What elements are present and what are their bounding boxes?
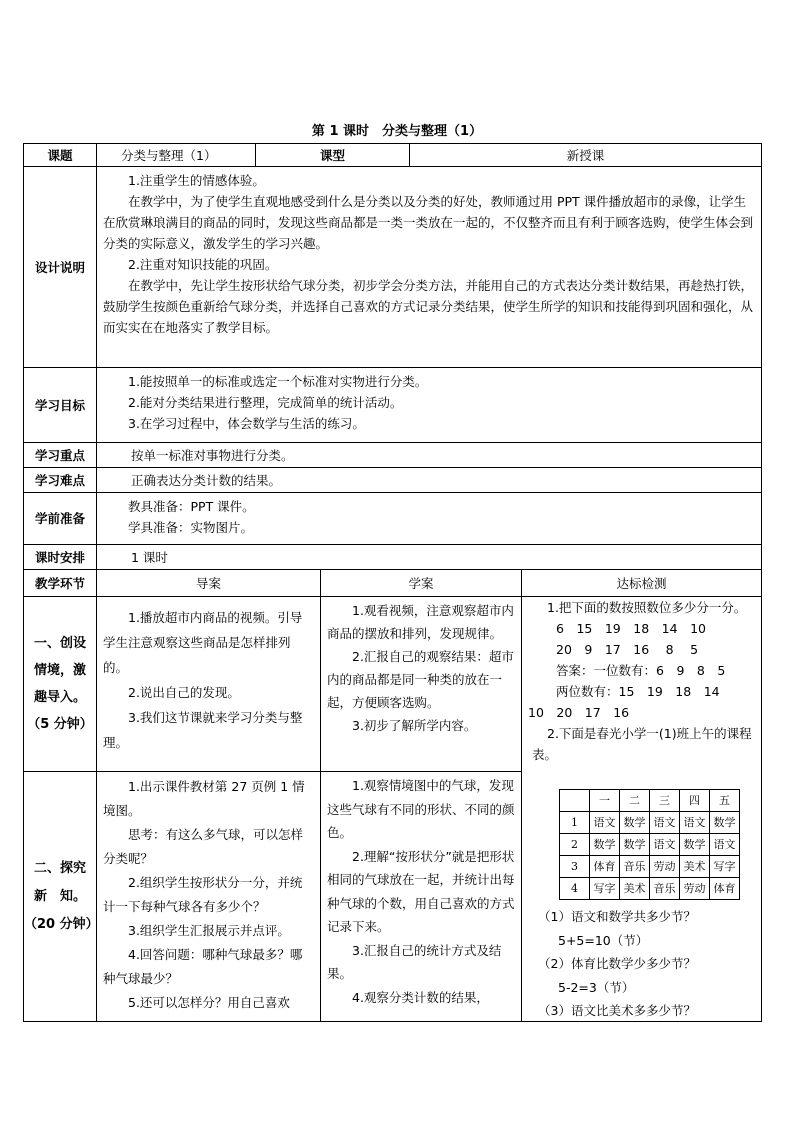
- section1-study: [320, 596, 522, 772]
- goals-label: 学习目标: [23, 367, 97, 443]
- check-sub1: （1）语文和数学共多少节？: [538, 909, 696, 924]
- goals-content: [96, 367, 762, 443]
- timetable-cell: 语文: [710, 834, 740, 856]
- design-p3: 2.注重对知识技能的巩固。: [128, 257, 278, 272]
- timetable-cell: 三: [650, 790, 680, 812]
- difficulty-label: 学习难点: [23, 467, 97, 493]
- timetable-cell: 劳动: [650, 856, 680, 878]
- timetable-cell: 3: [560, 856, 590, 878]
- section2-guide-item: 3.组织学生汇报展示并点评。: [128, 923, 290, 938]
- goal-item: 3.在学习过程中，体会数学与生活的练习。: [128, 416, 365, 431]
- timetable-cell: 4: [560, 878, 590, 900]
- topic-value: 分类与整理（1）: [96, 143, 256, 167]
- prep-label: 学前准备: [23, 492, 97, 545]
- check-sub2: （2）体育比数学少多少节？: [538, 956, 696, 971]
- timetable-cell: 美术: [680, 856, 710, 878]
- timetable-cell: 美术: [620, 878, 650, 900]
- topic-label: 课题: [23, 143, 97, 167]
- section2-label-line: 新 知。: [33, 888, 86, 904]
- page-title: 第 1 课时 分类与整理（1）: [311, 124, 483, 139]
- col-stage-header: 教学环节: [23, 569, 97, 597]
- timetable-cell: 语文: [680, 812, 710, 834]
- timetable-cell: 四: [680, 790, 710, 812]
- timetable-cell: 数学: [620, 834, 650, 856]
- timetable-row: [560, 834, 740, 856]
- col-guide-header: 导案: [96, 569, 321, 597]
- focus-value: 按单一标准对事物进行分类。: [96, 442, 762, 468]
- section1-label: [23, 596, 97, 772]
- design-p1: 1.注重学生的情感体验。: [128, 173, 265, 188]
- goal-item: 2.能对分类结果进行整理，完成简单的统计活动。: [128, 395, 403, 410]
- section1-label-line: 趣导入。: [33, 690, 86, 705]
- timetable-cell: 数学: [620, 812, 650, 834]
- check-answer-line1: 答案：一位数有：6 9 8 5: [556, 663, 726, 678]
- section1-label-line: 情境，激: [33, 663, 86, 678]
- timetable-row: [560, 878, 740, 900]
- timetable-cell: 1: [560, 812, 590, 834]
- section2-study-item: 2.理解“按形状分”就是把形状相同的气球放在一起，并统计出每种气球的个数，用自己喜欢的方式记录下来。: [327, 848, 515, 934]
- timetable-cell: 体育: [710, 878, 740, 900]
- design-content: [96, 166, 762, 368]
- timetable-cell: 五: [710, 790, 740, 812]
- check-answer-line2: 两位数有：15 19 18 14: [556, 684, 720, 699]
- section2-label-line: （20 分钟）: [24, 916, 99, 932]
- type-label: 课型: [255, 143, 410, 167]
- section2-guide: [96, 771, 321, 1022]
- prep-item: 学具准备：实物图片。: [128, 520, 254, 535]
- section1-guide-item: 1.播放超市内商品的视频。引导学生注意观察这些商品是怎样排列的。: [103, 610, 303, 675]
- timetable: [559, 789, 740, 900]
- section1-guide-item: 2.说出自己的发现。: [128, 685, 240, 700]
- section2-study-item: 3.汇报自己的统计方式及结果。: [327, 942, 502, 981]
- timetable-row: [560, 812, 740, 834]
- timetable-header-row: [560, 790, 740, 812]
- focus-label: 学习重点: [23, 442, 97, 468]
- timetable-cell: 语文: [590, 812, 620, 834]
- design-p4: 在教学中，先让学生按形状给气球分类，初步学会分类方法，并能用自己的方式表达分类计数结果，再趁热打铁，鼓励学生按颜色重新给气球分类，并选择自己喜欢的方式记录分类结果，使学生所学的知识和技能得到巩固和强化，从而实实在在地落实了教学目标。: [103, 278, 754, 335]
- timetable-cell: [560, 790, 590, 812]
- col-check-header: 达标检测: [521, 569, 762, 597]
- section2-study-item: 1.观察情境图中的气球，发现这些气球有不同的形状、不同的颜色。: [327, 778, 515, 840]
- section1-study-item: 1.观看视频，注意观察超市内商品的摆放和排列，发现规律。: [327, 603, 514, 641]
- timetable-cell: 音乐: [650, 878, 680, 900]
- check-q1: 1.把下面的数按照数位多少分一分。: [547, 600, 747, 615]
- section1-label-line: 一、创设: [33, 636, 86, 651]
- timetable-cell: 2: [560, 834, 590, 856]
- section1-guide: [96, 596, 321, 772]
- schedule-label: 课时安排: [23, 544, 97, 570]
- prep-item: 教具准备：PPT 课件。: [128, 499, 255, 514]
- section2-guide-item: 2.组织学生按形状分一分，并统计一下每种气球各有多少个？: [103, 875, 303, 914]
- goal-item: 1.能按照单一的标准或选定一个标准对实物进行分类。: [128, 374, 428, 389]
- timetable-cell: 语文: [650, 812, 680, 834]
- timetable-cell: 体育: [590, 856, 620, 878]
- section2-guide-item: 4.回答问题：哪种气球最多？哪种气球最少？: [103, 947, 303, 986]
- timetable-cell: 数学: [590, 834, 620, 856]
- prep-content: [96, 492, 762, 545]
- section2-guide-item: 1.出示课件教材第 27 页例 1 情境图。: [103, 779, 305, 818]
- col-study-header: 学案: [320, 569, 522, 597]
- design-label: 设计说明: [23, 166, 97, 368]
- timetable-row: [560, 856, 740, 878]
- type-value: 新授课: [409, 143, 762, 167]
- timetable-cell: 语文: [650, 834, 680, 856]
- timetable-cell: 音乐: [620, 856, 650, 878]
- check-nums-row2: 20 9 17 16 8 5: [556, 642, 699, 657]
- timetable-cell: 数学: [680, 834, 710, 856]
- check-sub2-answer: 5-2=3（节）: [558, 979, 635, 995]
- section2-study-item: 4.观察分类计数的结果，: [352, 989, 489, 1005]
- check-sub1-answer: 5+5=10（节）: [558, 932, 649, 948]
- schedule-value: 1 课时: [96, 544, 762, 570]
- section2-guide-item: 5.还可以怎样分？用自己喜欢: [128, 995, 290, 1010]
- timetable-cell: 数学: [710, 812, 740, 834]
- section2-label-line: 二、探究: [33, 860, 86, 876]
- section1-study-item: 3.初步了解所学内容。: [352, 718, 477, 733]
- section2-guide-item: 思考：有这么多气球，可以怎样分类呢？: [103, 827, 304, 866]
- timetable-cell: 写字: [590, 878, 620, 900]
- check-q2: 2.下面是春光小学一(1)班上午的课程表。: [532, 726, 752, 762]
- timetable-cell: 写字: [710, 856, 740, 878]
- section1-guide-item: 3.我们这节课就来学习分类与整理。: [103, 710, 303, 750]
- section2-study: [320, 771, 522, 1022]
- timetable-cell: 一: [590, 790, 620, 812]
- check-answer-line3: 10 20 17 16: [528, 705, 630, 720]
- section1-study-item: 2.汇报自己的观察结果：超市内的商品都是同一种类的放在一起，方便顾客选购。: [327, 649, 514, 710]
- timetable-cell: 二: [620, 790, 650, 812]
- section1-label-line: （5 分钟）: [27, 717, 93, 732]
- check-nums-row1: 6 15 19 18 14 10: [556, 621, 706, 636]
- section2-label: [23, 771, 97, 1022]
- design-p2: 在教学中，为了使学生直观地感受到什么是分类以及分类的好处，教师通过用 PPT 课件播放超市的录像，让学生在欣赏琳琅满目的商品的同时，发现这些商品都是一类一类放在一起的，不仅整齐而且有利于顾客选购，使学生体会到分类的实际意义，激发学生的学习兴趣。: [103, 194, 754, 251]
- check-sub3: （3）语文比美术多多少节？: [538, 1003, 696, 1018]
- check-content: [521, 596, 762, 1022]
- timetable-cell: 劳动: [680, 878, 710, 900]
- difficulty-value: 正确表达分类计数的结果。: [96, 467, 762, 493]
